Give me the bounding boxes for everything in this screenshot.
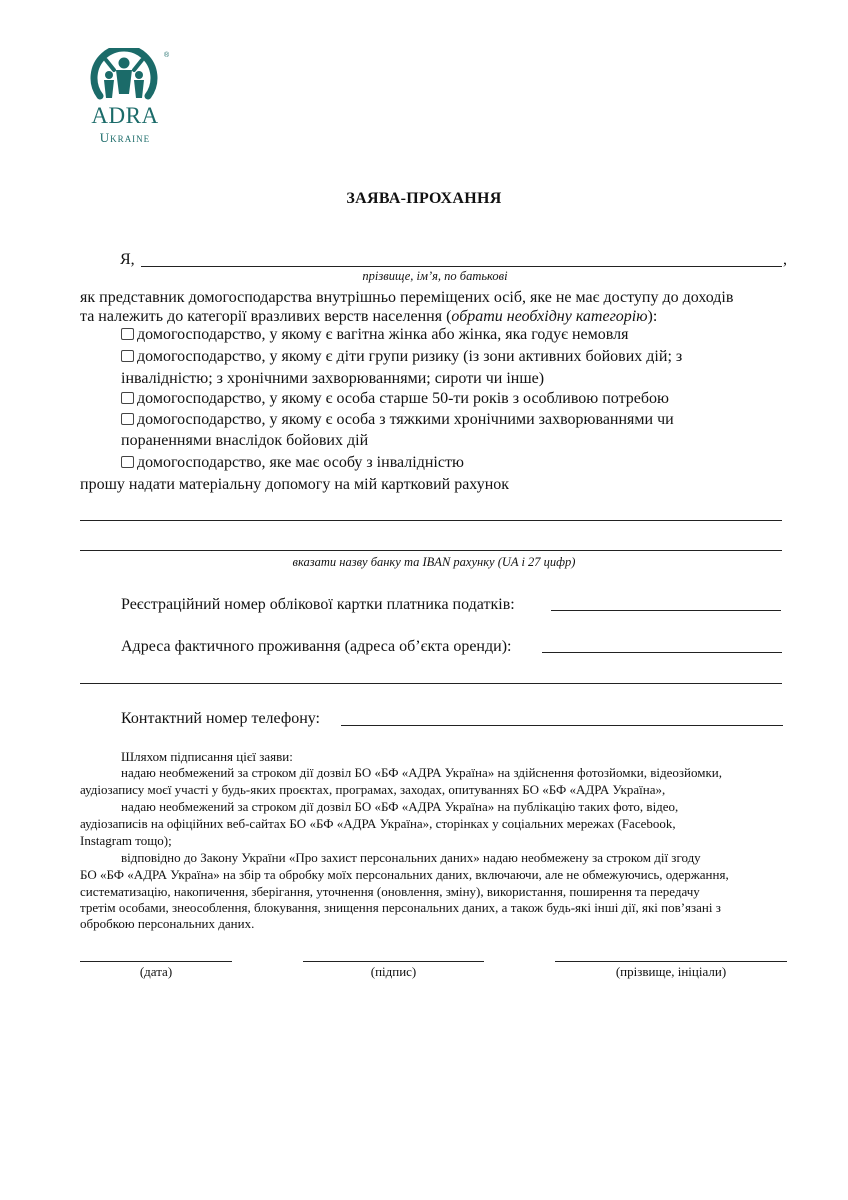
consent-p3-line-5: обробкою персональних даних. xyxy=(80,916,255,931)
category-2-continued: інвалідністю; з хронічними захворюваннями; сироти чи інше) xyxy=(121,370,545,387)
category-2-label: домогосподарство, у якому є діти групи ризику (із зони активних бойових дій; з xyxy=(137,348,683,365)
category-2[interactable] xyxy=(121,346,786,367)
bank-input-line-1[interactable] xyxy=(80,520,782,521)
consent-p2-line-3: Instagram тощо); xyxy=(80,833,172,848)
category-4-continued: пораненнями внаслідок бойових дій xyxy=(121,432,369,449)
consent-p3-line-3: систематизацію, накопичення, зберігання, уточнення (оновлення, зміну), використання, поширення та передачу xyxy=(80,884,700,899)
phone-input-line[interactable] xyxy=(341,725,783,726)
consent-heading: Шляхом підписання цієї заяви: xyxy=(121,749,293,764)
consent-p1-line-1: надаю необмежений за строком дії дозвіл БО «БФ «АДРА Україна» на здійснення фотозйомки, відеозйомки, xyxy=(121,765,722,780)
date-caption: (дата) xyxy=(139,964,173,979)
address-label: Адреса фактичного проживання (адреса об’єкта оренди): xyxy=(121,638,512,655)
category-5-checkbox[interactable] xyxy=(121,456,134,468)
category-5-label: домогосподарство, яке має особу з інвалідністю xyxy=(137,454,464,471)
tax-id-input-line[interactable] xyxy=(551,610,781,611)
address-input-line-2[interactable] xyxy=(80,683,782,684)
consent-p3-line-1: відповідно до Закону України «Про захист персональних даних» надаю необмежену за строком дії згоду xyxy=(121,850,701,865)
intro-line-1: як представник домогосподарства внутрішньо переміщених осіб, яке не має доступу до доходів xyxy=(80,289,734,306)
consent-p3-line-4: третім особами, знеособлення, блокування, знищення персональних даних, а також будь-які інші дії, які пов’язані з xyxy=(80,900,721,915)
category-3-label: домогосподарство, у якому є особа старше 50-ти років з особливою потребою xyxy=(137,390,669,407)
adra-logo xyxy=(78,48,170,106)
category-4[interactable] xyxy=(121,409,786,430)
date-input-line[interactable] xyxy=(80,961,232,962)
category-4-label: домогосподарство, у якому є особа з тяжкими хронічними захворюваннями чи xyxy=(137,411,674,428)
surname-input-line[interactable] xyxy=(555,961,787,962)
phone-label: Контактний номер телефону: xyxy=(121,710,320,727)
bank-input-line-2[interactable] xyxy=(80,550,782,551)
tax-id-label: Реєстраційний номер облікової картки платника податків: xyxy=(121,596,515,613)
request-text: прошу надати матеріальну допомогу на мій картковий рахунок xyxy=(80,476,510,493)
adra-logo-mark-icon xyxy=(78,48,170,106)
name-caption: прізвище, ім’я, по батькові xyxy=(362,269,508,283)
registered-mark: ® xyxy=(164,52,170,59)
page-title: ЗАЯВА-ПРОХАННЯ xyxy=(346,190,502,207)
category-3-checkbox[interactable] xyxy=(121,392,134,404)
intro-italic-hint: обрати необхідну категорію xyxy=(451,308,648,325)
signature-caption: (підпис) xyxy=(370,964,417,979)
name-prefix: Я, xyxy=(120,251,135,268)
intro-end: ): xyxy=(647,308,658,325)
name-suffix: , xyxy=(783,251,787,268)
category-1-label: домогосподарство, у якому є вагітна жінка або жінка, яка годує немовля xyxy=(137,326,629,343)
surname-caption: (прізвище, ініціали) xyxy=(615,964,727,979)
category-2-checkbox[interactable] xyxy=(121,350,134,362)
consent-p2-line-2: аудіозаписів на офіційних веб-сайтах БО «БФ «АДРА Україна», сторінках у соціальних мережах (Facebook, xyxy=(80,816,676,831)
consent-p3-line-2: БО «БФ «АДРА Україна» на збір та обробку моїх персональних даних, включаючи, але не обмежуючись, одержання, xyxy=(80,867,729,882)
category-4-checkbox[interactable] xyxy=(121,413,134,425)
logo-country-text: Ukraine xyxy=(99,130,151,145)
logo-brand-text: ADRA xyxy=(91,103,159,128)
category-1[interactable] xyxy=(121,324,791,345)
name-input-line[interactable] xyxy=(141,266,782,267)
intro-text: та належить до категорії вразливих верств населення ( xyxy=(80,308,452,325)
signature-input-line[interactable] xyxy=(303,961,484,962)
category-1-checkbox[interactable] xyxy=(121,328,134,340)
consent-p2-line-1: надаю необмежений за строком дії дозвіл БО «БФ «АДРА Україна» на публікацію таких фото, відео, xyxy=(121,799,679,814)
consent-p1-line-2: аудіозапису моєї участі у будь-яких проєктах, програмах, заходах, опитуваннях БО «БФ «АДРА Україна», xyxy=(80,782,666,797)
bank-caption: вказати назву банку та IBAN рахунку (UA і 27 цифр) xyxy=(292,555,576,569)
address-input-line[interactable] xyxy=(542,652,782,653)
category-3[interactable] xyxy=(121,388,791,409)
category-5[interactable] xyxy=(121,452,791,473)
